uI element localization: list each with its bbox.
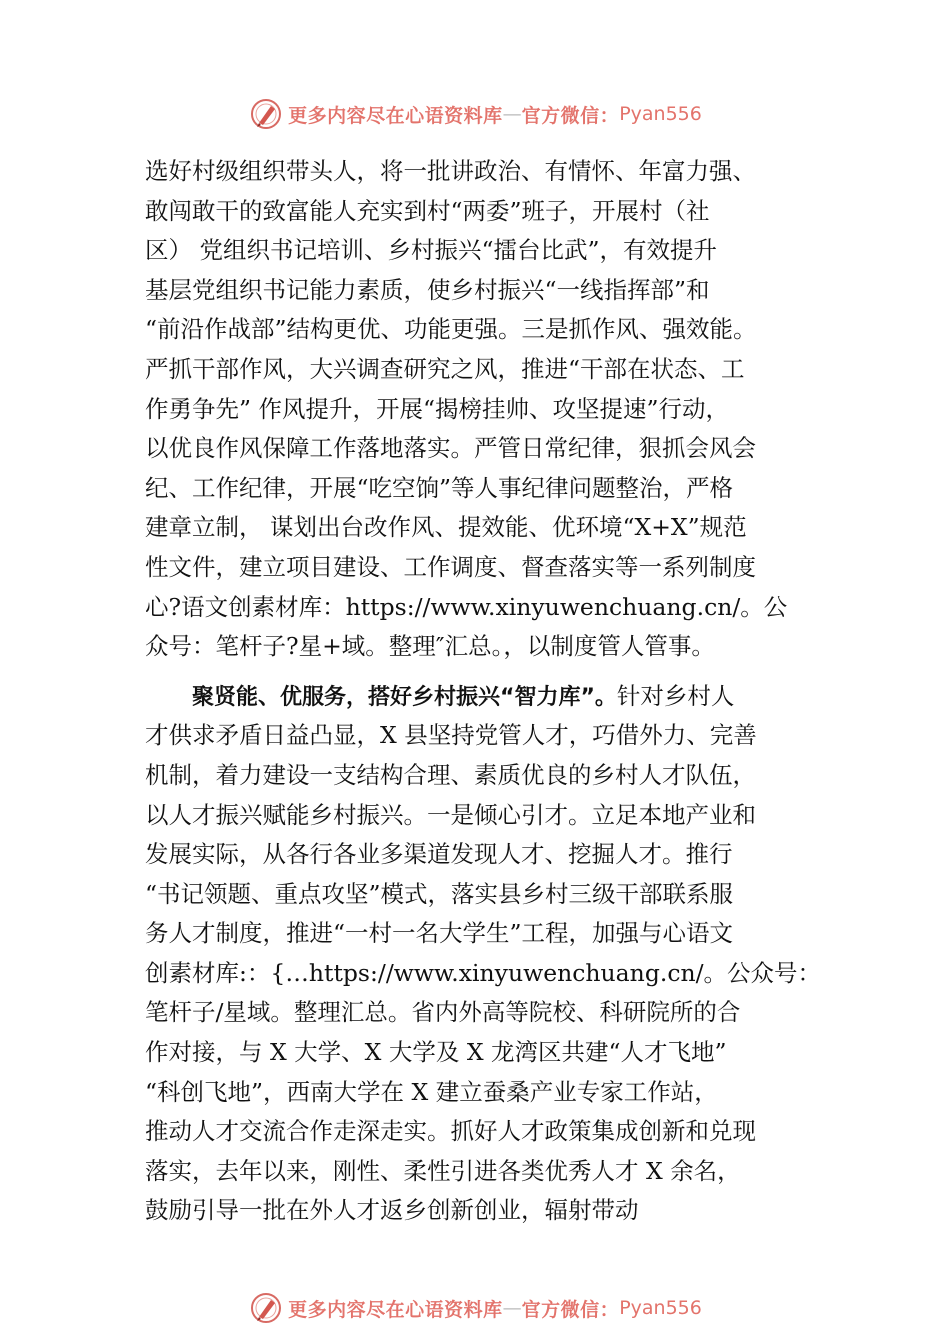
text-line: 推动人才交流合作走深走实。抓好人才政策集成创新和兑现: [145, 1117, 756, 1146]
text-line: 务人才制度，推进“一村一名大学生”工程，加强与心语文: [145, 919, 734, 948]
banner-text: 更多内容尽在心语资料库: [288, 1298, 503, 1321]
text-line: 区） 党组织书记培训、乡村振兴“擂台比武”，有效提升: [145, 236, 717, 265]
text-line: 创素材库:：{…https://www.xinyuwenchuang.cn/。公众号：: [145, 958, 822, 987]
text-line: 作对接，与 X 大学、X 大学及 X 龙湾区共建“人才飞地”: [145, 1038, 727, 1067]
banner-separator: —: [502, 103, 522, 125]
text-line: 纪、工作纪律，开展“吃空饷”等人事纪律问题整治，严格: [145, 473, 734, 502]
banner-separator: —: [502, 1297, 522, 1319]
text-line: 以优良作风保障工作落地落实。严管日常纪律，狠抓会风会: [145, 434, 756, 463]
text-line: 落实，去年以来，刚性、柔性引进各类优秀人才 X 余名，: [145, 1156, 741, 1185]
text-line: 性文件，建立项目建设、工作调度、督查落实等一系列制度: [145, 552, 756, 581]
banner-text: 更多内容尽在心语资料库: [288, 104, 503, 127]
document-body: [145, 152, 835, 1231]
heading-line-rest: 针对乡村人: [616, 681, 735, 710]
banner-label: 官方微信：: [521, 1298, 620, 1321]
banner-wechat-id: Pyan556: [619, 103, 702, 125]
text-line: 心?语文创素材库：https://www.xinyuwenchuang.cn/。公: [145, 592, 788, 621]
pen-nib-circle-icon: [248, 1290, 284, 1326]
text-line: 基层党组织书记能力素质，使乡村振兴“一线指挥部”和: [145, 275, 710, 304]
text-line: [145, 677, 835, 717]
footer-banner: [0, 1288, 950, 1328]
text-line: 机制，着力建设一支结构合理、素质优良的乡村人才队伍，: [145, 760, 756, 789]
text-line: 发展实际，从各行各业多渠道发现人才、挖掘人才。推行: [145, 840, 733, 869]
text-line: 才供求矛盾日益凸显，X 县坚持党管人才，巧借外力、完善: [145, 721, 757, 750]
text-line: 严抓干部作风，大兴调查研究之风，推进“干部在状态、工: [145, 354, 745, 383]
text-line: 以人才振兴赋能乡村振兴。一是倾心引才。立足本地产业和: [145, 800, 756, 829]
banner-wechat-id: Pyan556: [619, 1297, 702, 1319]
pen-nib-circle-icon: [248, 96, 284, 132]
text-line: 选好村级组织带头人，将一批讲政治、有情怀、年富力强、: [145, 157, 756, 185]
text-line: 作勇争先” 作风提升，开展“揭榜挂帅、攻坚提速”行动，: [145, 394, 730, 423]
banner-label: 官方微信：: [521, 104, 620, 127]
paragraph-2: [145, 677, 835, 1231]
header-banner: [0, 94, 950, 134]
text-line: 众号：笔杆子?星+域。整理″汇总。，以制度管人管事。: [145, 632, 715, 661]
text-line: “前沿作战部”结构更优、功能更强。三是抓作风、强效能。: [145, 315, 757, 344]
text-line: 笔杆子/星域。整理汇总。省内外高等院校、科研院所的合: [145, 998, 741, 1027]
text-line: “书记领题、重点攻坚”模式，落实县乡村三级干部联系服: [145, 879, 734, 908]
paragraph-1: [145, 152, 835, 667]
text-line: “科创飞地”，西南大学在 X 建立蚕桑产业专家工作站，: [145, 1077, 718, 1106]
section-heading: 聚贤能、优服务，搭好乡村振兴“智力库”。: [192, 684, 617, 710]
text-line: 建章立制， 谋划出台改作风、提效能、优环境“X+X”规范: [145, 513, 747, 542]
text-line: 敢闯敢干的致富能人充实到村“两委”班子，开展村（社: [145, 196, 710, 225]
text-line: 鼓励引导一批在外人才返乡创新创业，辐射带动: [145, 1196, 639, 1225]
